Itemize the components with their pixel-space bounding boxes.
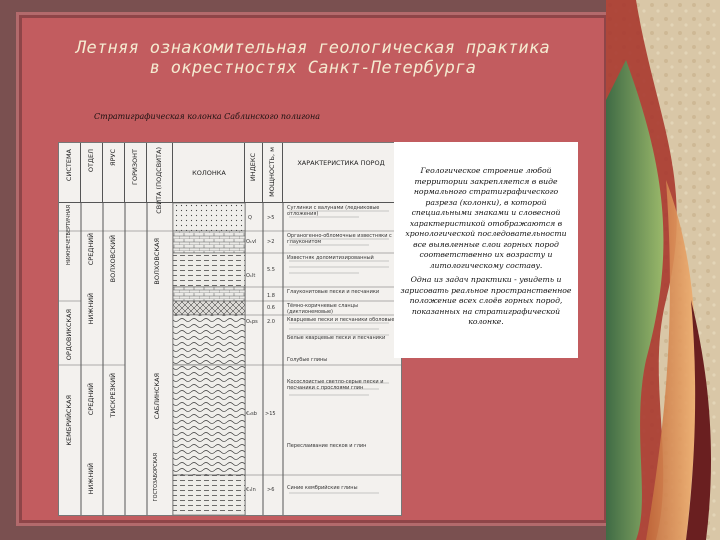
header-description [283,143,401,203]
thickness-3: 5.5 [267,267,275,273]
index-vl: O₁vl [246,239,257,245]
rock-desc-10: Переслаивание песков и глин [287,443,367,449]
header-stage [103,143,125,203]
index-ps: O₁ps [246,319,258,325]
formation-gostozabor: ГОСТОЗАБОРСКАЯ [153,453,159,502]
header-index [245,143,263,203]
rock-desc-1: Суглинки с валунами (ледниковые отложения) [287,205,380,217]
thickness-5: 0.6 [267,305,275,311]
rock-desc-7: Белые кварцевые пески и песчаники [287,335,386,341]
thickness-6: 2.0 [267,319,275,325]
title-line-1: Летняя ознакомительная геологическая практика [75,38,551,58]
system-ordovician: ОРДОВИКСКАЯ [65,309,73,361]
info-box [394,142,578,358]
decorative-shapes [606,0,720,540]
header-horizon-label: ГОРИЗОНТ [131,149,139,186]
header-formation [147,143,173,214]
index-lt: O₁lt [246,273,256,279]
header-system-label: СИСТЕМА [65,149,73,182]
slide-title [22,38,604,78]
stage-tiskrez: ТИСКРЕЗКИЙ [109,373,117,418]
figure-caption: Стратиграфическая колонка Саблинского полигона [94,112,321,121]
series-lower-2: НИЖНИЙ [87,463,95,495]
formation-volkhov: ВОЛХОВСКАЯ [153,238,161,285]
rock-desc-3: Известняк доломитизированный [287,255,374,261]
header-thickness [263,143,283,203]
header-index-label: ИНДЕКС [249,153,257,182]
rock-desc-6: Кварцевые пески и песчаники оболовые [287,317,395,323]
index-sb: €₂sb [246,411,257,417]
rock-desc-5: Тёмно-коричневые сланцы (диктионемовые) [287,303,359,315]
thickness-8: >6 [267,487,275,493]
header-thickness-label: МОЩНОСТЬ, м [268,147,276,197]
header-formation-label: СВИТА (ПОДСВИТА) [155,147,163,214]
system-cambrian: КЕМБРИЙСКАЯ [65,395,73,446]
header-description-label: ХАРАКТЕРИСТИКА ПОРОД [297,159,385,167]
rock-desc-8: Голубые глины [287,357,328,363]
rock-desc-2: Органогенно-обломочные известняки с глауконитом [287,233,392,245]
decorative-panel [606,0,720,540]
series-lower-1: НИЖНИЙ [87,293,95,325]
header-series [81,143,103,203]
info-paragraph-1: Геологическое строение любой территории закрепляется в виде нормального стратиграфического разреза (колонки), в которой специальными знаками и словесной характеристикой отображаются в хронологической последовательности все выявленные слои горных пород соответственно их возрасту и литологическому составу. [405,166,567,270]
title-line-2: в окрестностях Санкт-Петербурга [149,58,477,78]
stratigraphic-column [58,142,402,516]
header-series-label: ОТДЕЛ [87,149,95,173]
header-system [59,143,81,203]
thickness-7: >15 [265,411,276,417]
thickness-2: >2 [267,239,275,245]
info-text [400,166,572,332]
header-column-label: КОЛОНКА [192,169,226,177]
series-middle-2: СРЕДНИЙ [87,383,95,416]
system-quaternary: НИЖНЕЧЕТВЕРТИЧНАЯ [66,205,72,265]
header-column [173,143,245,203]
index-ln: €₁ln [246,487,256,493]
rock-desc-4: Глауконитовые пески и песчаники [287,289,380,295]
header-stage-label: ЯРУС [109,149,117,166]
thickness-1: >5 [267,215,275,221]
slide [22,18,604,520]
series-middle-1: СРЕДНИЙ [87,233,95,266]
info-paragraph-2: Одна из задач практики - увидеть и зарисовать реальное пространственное положение всех слоёв горных пород, показанных на стратиграфической колонке. [400,275,572,326]
rock-desc-9: Косослоистые светло-серые пески и песчаники с прослоями глин [287,379,384,391]
stage-volkhov: ВОЛХОВСКИЙ [109,235,117,283]
index-q: Q [248,215,252,221]
header-horizon [125,143,147,203]
rock-desc-11: Синие кембрийские глины [287,485,358,491]
formation-sablino: САБЛИНСКАЯ [153,373,161,420]
thickness-4: 1.8 [267,293,275,299]
